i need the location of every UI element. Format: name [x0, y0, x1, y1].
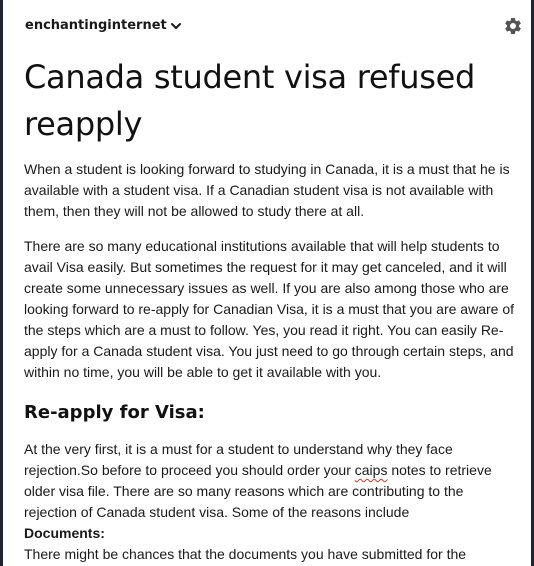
gear-icon[interactable]	[503, 16, 523, 36]
chevron-down-icon	[170, 20, 182, 32]
top-bar	[3, 0, 531, 52]
section-text-after: notes to retrieve older visa file. There are so many reasons which are contributing to the rejection of Canada student visa. Some of the reasons include	[24, 462, 492, 520]
section-text-before: At the very first, it is a must for a student to understand why they face rejection.So before to proceed you should order your	[24, 441, 453, 478]
post-paragraph-2: There are so many educational institutions available that will help students to avail Visa easily. But sometimes the request for it may get canceled, and it will create some unnecessary issues as well. If you are also among those who are looking forward to re-apply for Canadian Visa, it is a must that you are aware of the steps which are a must to follow. Yes, you read it right. You can easily Re-apply for a Canada student visa. You just need to go through certain steps, and within no time, you will be able to get it available with you.	[24, 238, 514, 380]
documents-heading: Documents:	[24, 525, 105, 541]
post-title: Canada student visa refused reapply	[24, 58, 475, 143]
post-paragraph-1: When a student is looking forward to studying in Canada, it is a must that he is available with a student visa. If a Canadian student visa is not available with them, then they will not be allowed to study there at all.	[24, 161, 510, 219]
misspelled-word[interactable]: caips	[354, 462, 388, 478]
blog-name: enchantinginternet	[25, 18, 167, 33]
section-heading: Re-apply for Visa:	[24, 402, 205, 423]
post-content	[24, 54, 514, 565]
documents-paragraph: There might be chances that the documents you have submitted for the	[24, 546, 467, 562]
section-paragraph	[24, 439, 514, 523]
blog-switcher[interactable]	[25, 18, 182, 33]
